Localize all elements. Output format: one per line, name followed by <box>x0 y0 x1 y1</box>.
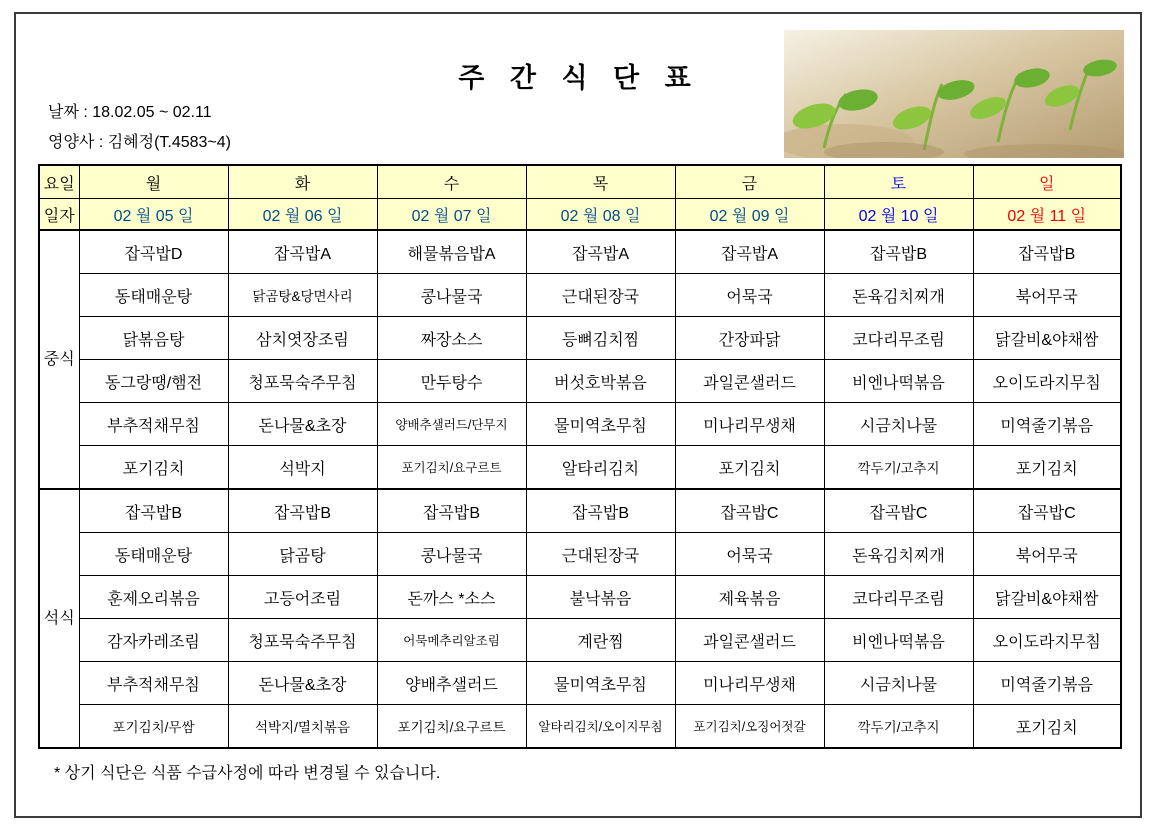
header-day-mon: 월 <box>79 165 228 199</box>
dinner-wed-5: 양배추샐러드 <box>377 662 526 705</box>
dinner-mon-6: 포기김치/무쌈 <box>79 705 228 749</box>
lunch-tue-3: 삼치엿장조림 <box>228 317 377 360</box>
nutritionist-line: 영양사 : 김혜정(T.4583~4) <box>48 134 232 151</box>
dinner-row-2 <box>39 533 1121 576</box>
table-header-day-row <box>39 165 1121 199</box>
dinner-tue-3: 고등어조림 <box>228 576 377 619</box>
lunch-sun-2: 북어무국 <box>973 274 1121 317</box>
dinner-tue-1: 잡곡밥B <box>228 489 377 533</box>
lunch-mon-3: 닭볶음탕 <box>79 317 228 360</box>
dinner-sun-4: 오이도라지무침 <box>973 619 1121 662</box>
dinner-tue-6: 석박지/멸치볶음 <box>228 705 377 749</box>
dinner-row-4 <box>39 619 1121 662</box>
dinner-sat-3: 코다리무조림 <box>824 576 973 619</box>
lunch-sat-1: 잡곡밥B <box>824 230 973 274</box>
dinner-row-6 <box>39 705 1121 749</box>
header-day-thu: 목 <box>526 165 675 199</box>
lunch-mon-1: 잡곡밥D <box>79 230 228 274</box>
header-day-sun: 일 <box>973 165 1121 199</box>
lunch-thu-5: 물미역초무침 <box>526 403 675 446</box>
weekly-menu-table <box>38 164 1122 749</box>
lunch-sun-3: 닭갈비&야채쌈 <box>973 317 1121 360</box>
header-date-thu: 02 월 08 일 <box>526 199 675 231</box>
lunch-thu-4: 버섯호박볶음 <box>526 360 675 403</box>
header-day-fri: 금 <box>675 165 824 199</box>
lunch-sat-6: 깍두기/고추지 <box>824 446 973 490</box>
dinner-tue-2: 닭곰탕 <box>228 533 377 576</box>
dinner-label: 석식 <box>39 489 79 748</box>
lunch-sat-3: 코다리무조림 <box>824 317 973 360</box>
header-date-fri: 02 월 09 일 <box>675 199 824 231</box>
dinner-wed-1: 잡곡밥B <box>377 489 526 533</box>
header-date-sat: 02 월 10 일 <box>824 199 973 231</box>
dinner-sun-1: 잡곡밥C <box>973 489 1121 533</box>
dinner-sun-3: 닭갈비&야채쌈 <box>973 576 1121 619</box>
dinner-thu-2: 근대된장국 <box>526 533 675 576</box>
dinner-fri-6: 포기김치/오징어젓갈 <box>675 705 824 749</box>
header-day-label: 요일 <box>39 165 79 199</box>
lunch-sat-2: 돈육김치찌개 <box>824 274 973 317</box>
header-day-wed: 수 <box>377 165 526 199</box>
lunch-wed-3: 짜장소스 <box>377 317 526 360</box>
lunch-thu-3: 등뼈김치찜 <box>526 317 675 360</box>
dinner-fri-4: 과일콘샐러드 <box>675 619 824 662</box>
lunch-mon-2: 동태매운탕 <box>79 274 228 317</box>
lunch-thu-2: 근대된장국 <box>526 274 675 317</box>
lunch-thu-1: 잡곡밥A <box>526 230 675 274</box>
lunch-sun-5: 미역줄기볶음 <box>973 403 1121 446</box>
lunch-fri-2: 어묵국 <box>675 274 824 317</box>
lunch-row-3 <box>39 317 1121 360</box>
dinner-thu-3: 불낙볶음 <box>526 576 675 619</box>
dinner-fri-3: 제육볶음 <box>675 576 824 619</box>
header-day-tue: 화 <box>228 165 377 199</box>
lunch-row-2 <box>39 274 1121 317</box>
lunch-tue-2: 닭곰탕&당면사리 <box>228 274 377 317</box>
dinner-mon-4: 감자카레조림 <box>79 619 228 662</box>
lunch-wed-1: 해물볶음밥A <box>377 230 526 274</box>
dinner-sat-2: 돈육김치찌개 <box>824 533 973 576</box>
lunch-sun-1: 잡곡밥B <box>973 230 1121 274</box>
lunch-fri-3: 간장파닭 <box>675 317 824 360</box>
lunch-thu-6: 알타리김치 <box>526 446 675 490</box>
dinner-thu-1: 잡곡밥B <box>526 489 675 533</box>
dinner-row-1 <box>39 489 1121 533</box>
lunch-row-1 <box>39 230 1121 274</box>
lunch-fri-6: 포기김치 <box>675 446 824 490</box>
lunch-tue-6: 석박지 <box>228 446 377 490</box>
footnote: * 상기 식단은 식품 수급사정에 따라 변경될 수 있습니다. <box>54 765 441 782</box>
lunch-wed-5: 양배추샐러드/단무지 <box>377 403 526 446</box>
lunch-sat-5: 시금치나물 <box>824 403 973 446</box>
dinner-sun-6: 포기김치 <box>973 705 1121 749</box>
dinner-row-3 <box>39 576 1121 619</box>
lunch-label: 중식 <box>39 230 79 489</box>
dinner-sun-2: 북어무국 <box>973 533 1121 576</box>
dinner-wed-4: 어묵메추리알조림 <box>377 619 526 662</box>
header-date-sun: 02 월 11 일 <box>973 199 1121 231</box>
lunch-row-4 <box>39 360 1121 403</box>
dinner-tue-5: 돈나물&초장 <box>228 662 377 705</box>
dinner-row-5 <box>39 662 1121 705</box>
dinner-mon-3: 훈제오리볶음 <box>79 576 228 619</box>
lunch-row-5 <box>39 403 1121 446</box>
header-date-wed: 02 월 07 일 <box>377 199 526 231</box>
lunch-fri-1: 잡곡밥A <box>675 230 824 274</box>
lunch-sat-4: 비엔나떡볶음 <box>824 360 973 403</box>
dinner-thu-5: 물미역초무침 <box>526 662 675 705</box>
dinner-sun-5: 미역줄기볶음 <box>973 662 1121 705</box>
lunch-sun-6: 포기김치 <box>973 446 1121 490</box>
dinner-wed-3: 돈까스 *소스 <box>377 576 526 619</box>
header-date-mon: 02 월 05 일 <box>79 199 228 231</box>
lunch-wed-4: 만두탕수 <box>377 360 526 403</box>
dinner-thu-6: 알타리김치/오이지무침 <box>526 705 675 749</box>
dinner-wed-2: 콩나물국 <box>377 533 526 576</box>
table-header-date-row <box>39 199 1121 231</box>
dinner-mon-2: 동태매운탕 <box>79 533 228 576</box>
header-day-sat: 토 <box>824 165 973 199</box>
dinner-wed-6: 포기김치/요구르트 <box>377 705 526 749</box>
lunch-wed-2: 콩나물국 <box>377 274 526 317</box>
lunch-mon-6: 포기김치 <box>79 446 228 490</box>
dinner-sat-1: 잡곡밥C <box>824 489 973 533</box>
lunch-fri-4: 과일콘샐러드 <box>675 360 824 403</box>
lunch-wed-6: 포기김치/요구르트 <box>377 446 526 490</box>
dinner-mon-1: 잡곡밥B <box>79 489 228 533</box>
lunch-mon-4: 동그랑땡/햄전 <box>79 360 228 403</box>
dinner-fri-2: 어묵국 <box>675 533 824 576</box>
lunch-tue-5: 돈나물&초장 <box>228 403 377 446</box>
dinner-sat-6: 깍두기/고추지 <box>824 705 973 749</box>
dinner-tue-4: 청포묵숙주무침 <box>228 619 377 662</box>
lunch-mon-5: 부추적채무침 <box>79 403 228 446</box>
page-title: 주 간 식 단 표 <box>458 63 700 93</box>
lunch-sun-4: 오이도라지무침 <box>973 360 1121 403</box>
header-date-tue: 02 월 06 일 <box>228 199 377 231</box>
lunch-tue-1: 잡곡밥A <box>228 230 377 274</box>
date-range-line: 날짜 : 18.02.05 ~ 02.11 <box>48 104 212 121</box>
dinner-thu-4: 계란찜 <box>526 619 675 662</box>
lunch-tue-4: 청포묵숙주무침 <box>228 360 377 403</box>
dinner-mon-5: 부추적채무침 <box>79 662 228 705</box>
document-meta <box>48 98 231 158</box>
lunch-fri-5: 미나리무생채 <box>675 403 824 446</box>
header-date-label: 일자 <box>39 199 79 231</box>
dinner-fri-1: 잡곡밥C <box>675 489 824 533</box>
lunch-row-6 <box>39 446 1121 490</box>
dinner-fri-5: 미나리무생채 <box>675 662 824 705</box>
dinner-sat-5: 시금치나물 <box>824 662 973 705</box>
dinner-sat-4: 비엔나떡볶음 <box>824 619 973 662</box>
